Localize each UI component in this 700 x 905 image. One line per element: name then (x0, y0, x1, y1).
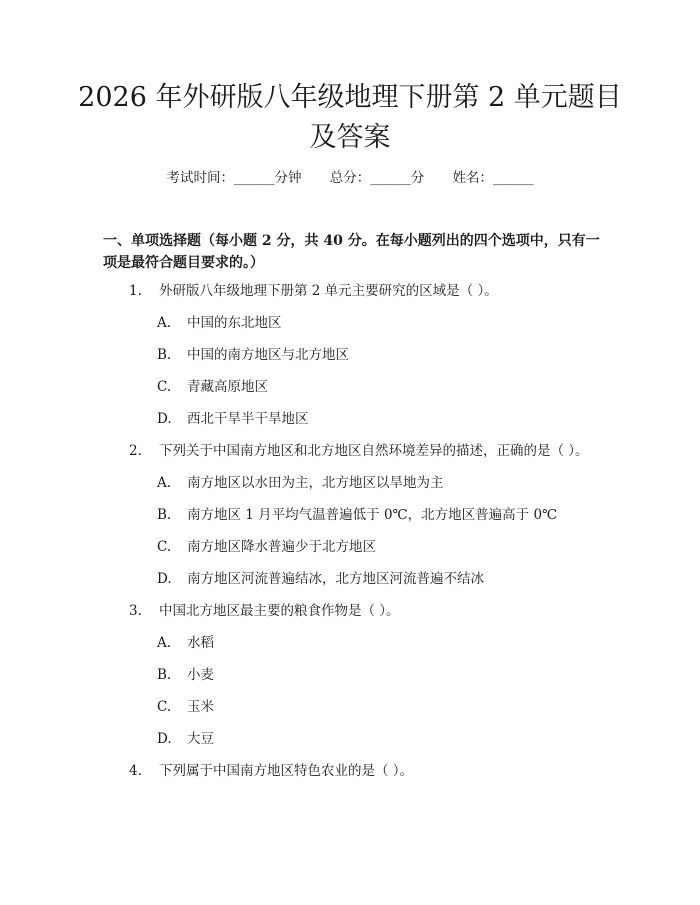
option-text: 小麦 (187, 667, 214, 683)
student-name-field: 姓名：______ (452, 170, 534, 186)
option-text: 中国的南方地区与北方地区 (187, 347, 349, 363)
option-letter: C. (157, 699, 172, 715)
option-text: 中国的东北地区 (187, 315, 282, 331)
question-stem-text: 中国北方地区最主要的粮食作物是（ ）。 (159, 603, 400, 619)
answer-option (157, 376, 603, 398)
option-text: 西北干旱半干旱地区 (187, 411, 309, 427)
question-stem-text: 下列属于中国南方地区特色农业的是（ ）。 (159, 763, 414, 779)
option-letter: B. (157, 347, 172, 363)
answer-option (157, 504, 603, 526)
question-stem (103, 600, 603, 622)
option-text: 水稻 (187, 635, 214, 651)
option-letter: D. (157, 411, 172, 427)
answer-option (157, 472, 603, 494)
option-text: 青藏高原地区 (187, 379, 268, 395)
answer-option (157, 344, 603, 366)
question-number: 2. (129, 443, 142, 459)
question-item (103, 600, 603, 750)
option-letter: D. (157, 571, 172, 587)
option-letter: C. (157, 539, 172, 555)
question-item (103, 440, 603, 590)
answer-option (157, 632, 603, 654)
option-text: 南方地区河流普遍结冰，北方地区河流普遍不结冰 (187, 571, 484, 587)
answer-option (157, 568, 603, 590)
question-number: 4. (129, 763, 142, 779)
total-score-field: 总分：______分 (329, 170, 425, 186)
question-item (103, 280, 603, 430)
question-number: 1. (129, 283, 142, 299)
exam-time-field: 考试时间：______分钟 (166, 170, 302, 186)
option-letter: A. (157, 475, 172, 491)
option-letter: C. (157, 379, 172, 395)
question-stem (103, 280, 603, 302)
exam-info-line (0, 168, 700, 188)
option-text: 南方地区 1 月平均气温普遍低于 0℃，北方地区普遍高于 0℃ (187, 507, 558, 523)
question-stem-text: 外研版八年级地理下册第 2 单元主要研究的区域是（ ）。 (159, 283, 498, 299)
answer-option (157, 728, 603, 750)
option-text: 南方地区降水普遍少于北方地区 (187, 539, 376, 555)
option-text: 玉米 (187, 699, 214, 715)
option-letter: B. (157, 667, 172, 683)
answer-option (157, 536, 603, 558)
option-letter: D. (157, 731, 172, 747)
question-stem (103, 760, 603, 782)
option-letter: A. (157, 315, 172, 331)
option-letter: A. (157, 635, 172, 651)
question-stem-text: 下列关于中国南方地区和北方地区自然环境差异的描述，正确的是（ ）。 (159, 443, 589, 459)
option-text: 大豆 (187, 731, 214, 747)
answer-option (157, 664, 603, 686)
option-text: 南方地区以水田为主，北方地区以旱地为主 (187, 475, 444, 491)
answer-option (157, 312, 603, 334)
question-stem (103, 440, 603, 462)
answer-option (157, 696, 603, 718)
question-list (103, 280, 603, 792)
answer-option (157, 408, 603, 430)
section-heading: 一、单项选择题（每小题 2 分，共 40 分。在每小题列出的四个选项中，只有一项是最符合题目要求的。） (103, 233, 600, 271)
question-item (103, 760, 603, 782)
question-number: 3. (129, 603, 142, 619)
document-title: 2026 年外研版八年级地理下册第 2 单元题目及答案 (78, 82, 622, 153)
option-letter: B. (157, 507, 172, 523)
